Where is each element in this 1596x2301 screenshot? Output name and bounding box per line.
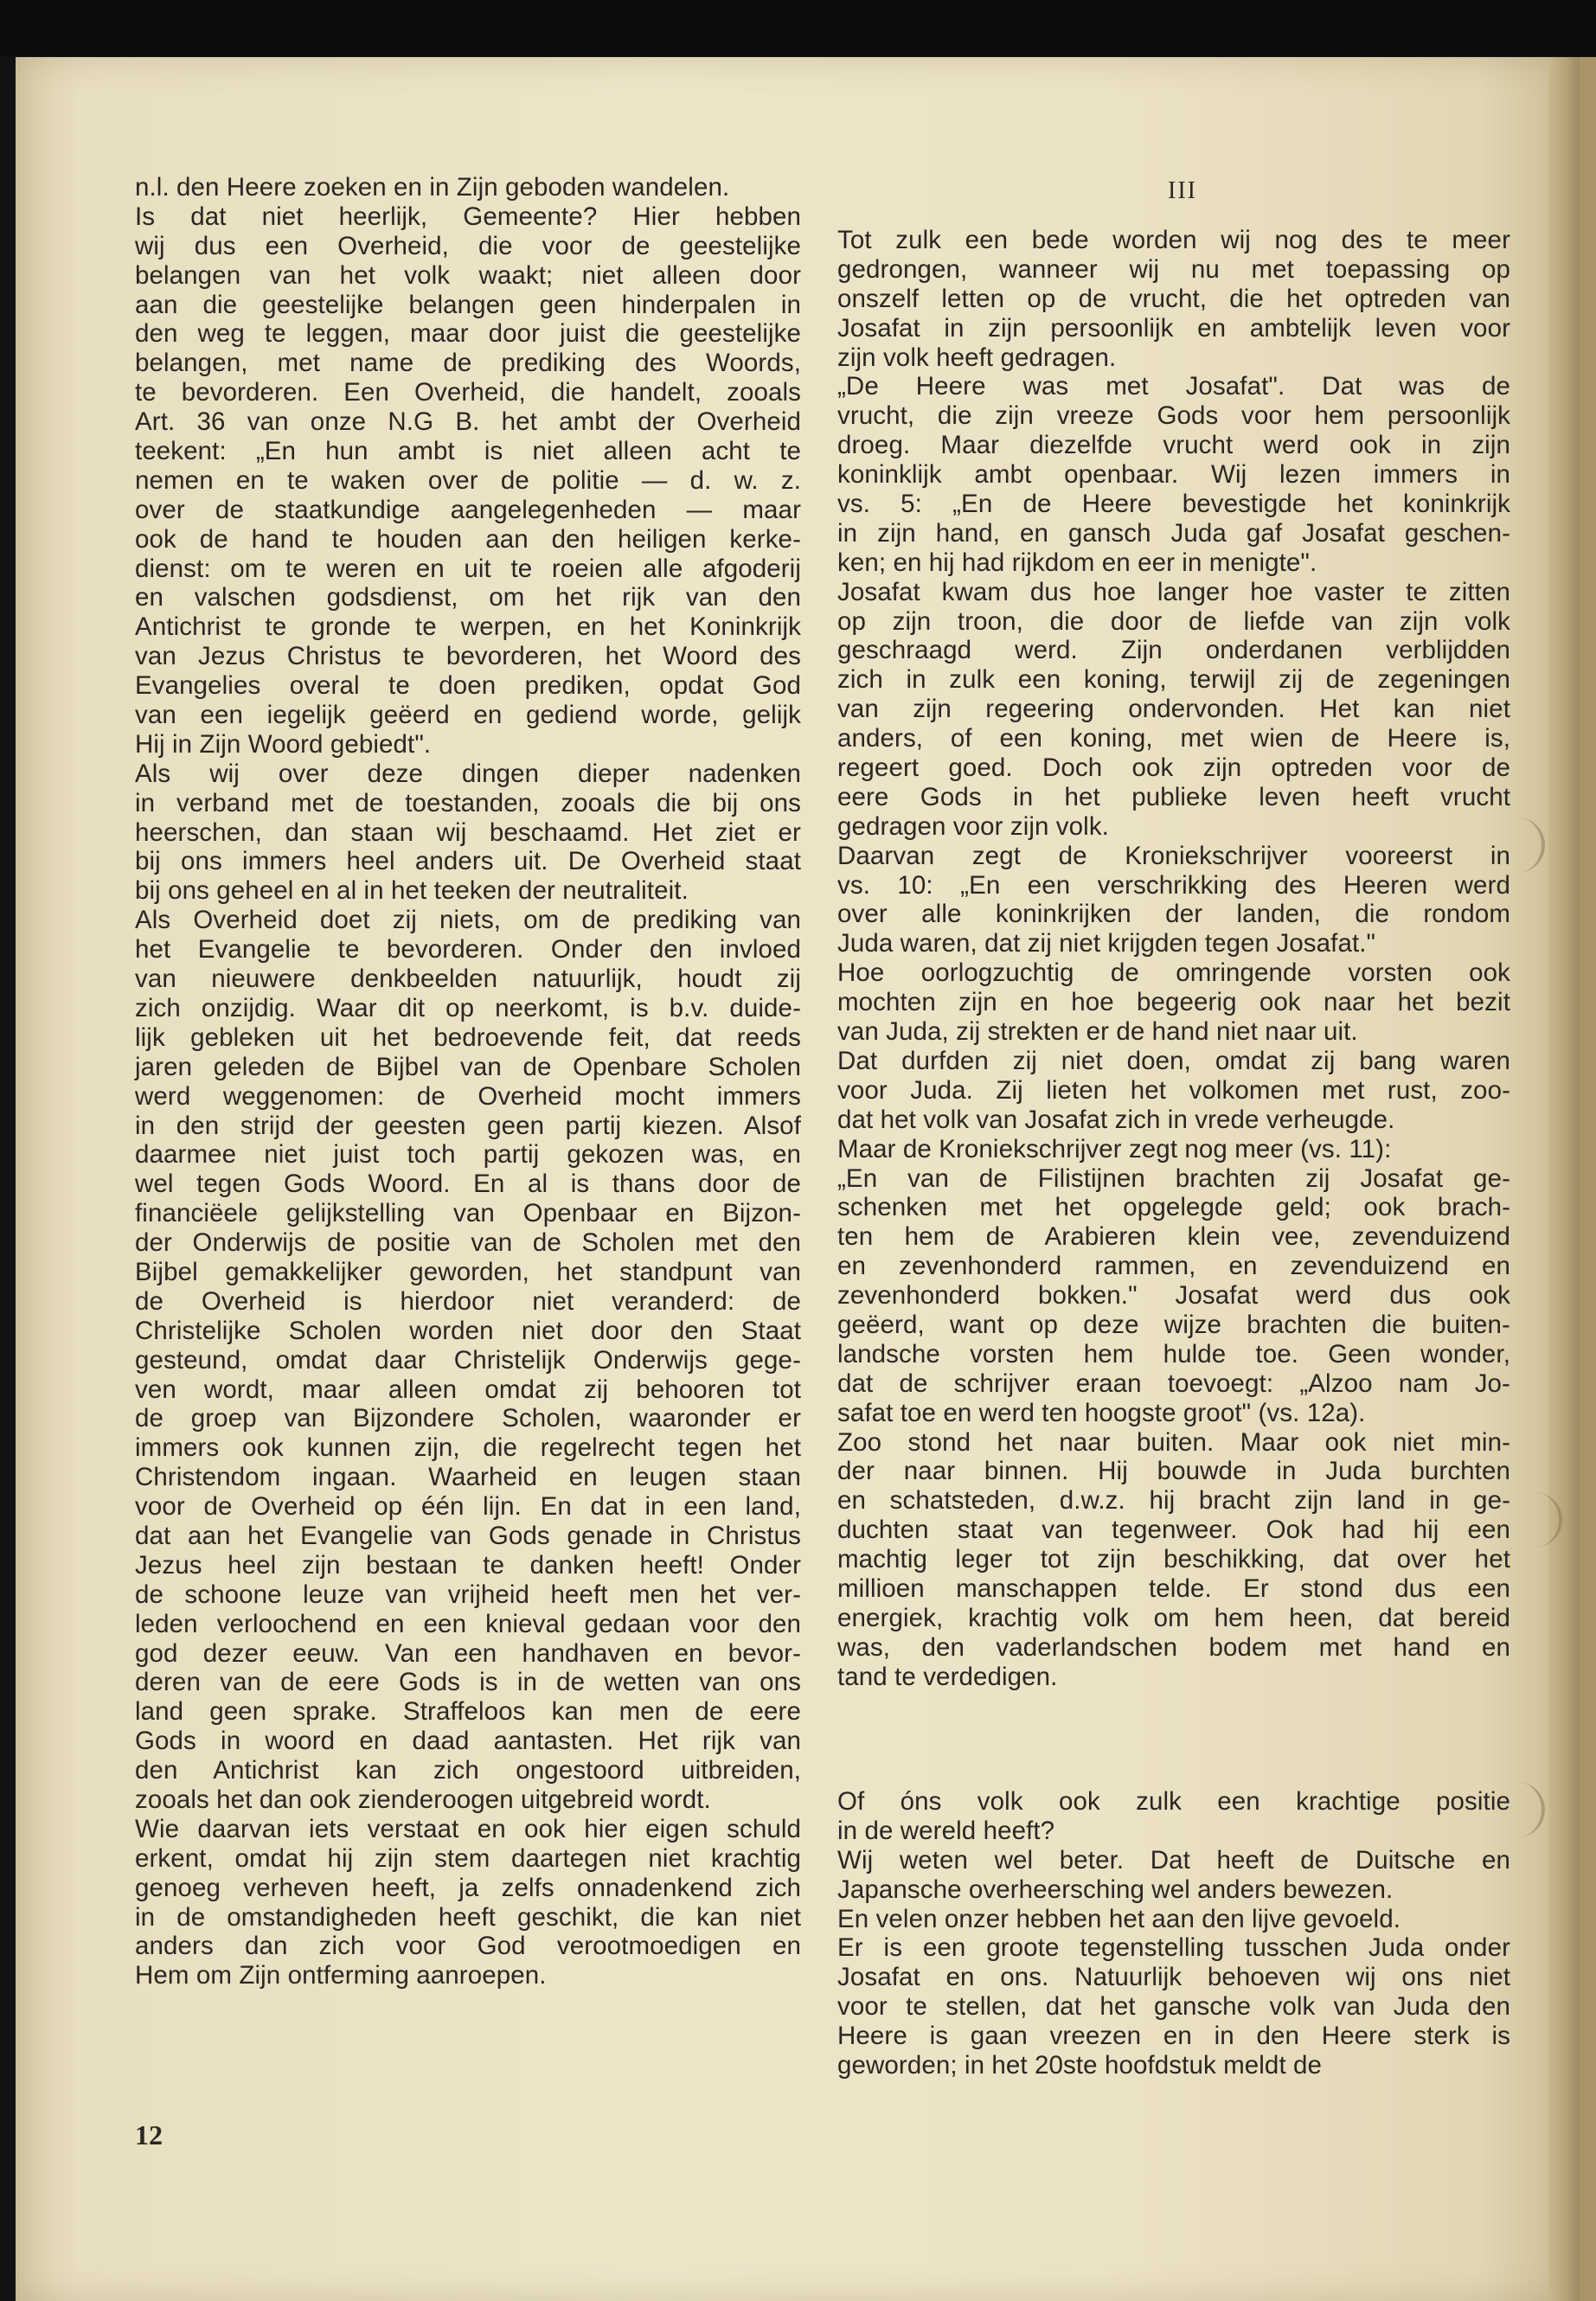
text-line: teekent: „En hun ambt is niet alleen acht te: [135, 437, 801, 466]
text-line: voor Juda. Zij lieten het volkomen met rust, zoo-: [837, 1075, 1510, 1105]
text-line: gesteund, omdat daar Christelijk Onderwijs gege-: [135, 1345, 801, 1375]
text-line: vs. 10: „En een verschrikking des Heeren werd: [837, 870, 1510, 900]
text-line: geëerd, want op deze wijze brachten die buiten-: [837, 1310, 1510, 1339]
text-line: heerschen, dan staan wij beschaamd. Het ziet er: [135, 817, 801, 847]
text-line: n.l. den Heere zoeken en in Zijn geboden wandelen.: [135, 173, 730, 202]
text-line: zich onzijdig. Waar dit op neerkomt, is b.v. duide-: [135, 993, 801, 1022]
text-line: Dat durfden zij niet doen, omdat zij bang waren: [837, 1046, 1510, 1075]
text-line: belangen, met name de prediking des Woords,: [135, 349, 801, 378]
text-line: geworden; in het 20ste hoofdstuk meldt de: [837, 2051, 1323, 2080]
binding-strip: [1580, 57, 1596, 2301]
facing-page-edge: [1548, 57, 1580, 2301]
text-line: en valschen godsdienst, om het rijk van den: [135, 583, 801, 612]
text-line: werd weggenomen: de Overheid mocht immers: [135, 1081, 801, 1111]
text-line: Of óns volk ook zulk een krachtige positie: [837, 1787, 1510, 1816]
right-column-lower: [837, 1787, 1510, 2080]
text-line: zooals het dan ook zienderoogen uitgebreid wordt.: [135, 1785, 711, 1814]
text-line: En velen onzer hebben het aan den lijve gevoeld.: [837, 1904, 1401, 1933]
text-line: in de wereld heeft?: [837, 1816, 1055, 1845]
text-line: koninklijk ambt openbaar. Wij lezen immers in: [837, 460, 1510, 490]
text-line: Evangelies overal te doen prediken, opdat God: [135, 671, 801, 701]
text-line: Hij in Zijn Woord gebiedt".: [135, 729, 432, 759]
text-line: mochten zijn en hoe begeerig ook naar het bezit: [837, 988, 1510, 1017]
text-line: dat aan het Evangelie van Gods genade in Christus: [135, 1521, 801, 1550]
text-line: voor te stellen, dat het gansche volk van Juda den: [837, 1992, 1510, 2022]
text-line: op zijn troon, die door de liefde van zijn volk: [837, 606, 1510, 636]
text-line: dienst: om te weren en uit te roeien alle afgoderij: [135, 554, 801, 583]
text-line: nemen en te waken over de politie — d. w. z.: [135, 465, 801, 495]
page-number: 12: [135, 2119, 163, 2150]
text-line: Josafat en ons. Natuurlijk behoeven wij ons niet: [837, 1963, 1510, 1992]
left-column: [135, 173, 801, 1990]
text-line: bij ons geheel en al in het teeken der neutraliteit.: [135, 876, 689, 906]
text-line: ken; en hij had rijkdom en eer in menigte".: [837, 548, 1317, 577]
text-line: Als Overheid doet zij niets, om de prediking van: [135, 906, 801, 935]
text-line: was, den vaderlandschen bodem met hand en: [837, 1632, 1510, 1662]
text-line: der naar binnen. Hij bouwde in Juda burchten: [837, 1457, 1510, 1486]
text-line: te bevorderen. Een Overheid, die handelt, zooals: [135, 378, 801, 407]
text-line: Zoo stond het naar buiten. Maar ook niet min-: [837, 1427, 1510, 1457]
text-line: duchten staat van tegenweer. Ook had hij een: [837, 1516, 1510, 1545]
text-line: vs. 5: „En de Heere bevestigde het koninkrijk: [837, 490, 1510, 519]
text-line: Wij weten wel beter. Dat heeft de Duitsche en: [837, 1845, 1510, 1875]
text-line: landsche vorsten hem hulde toe. Geen wonder,: [837, 1339, 1510, 1368]
text-line: van Jezus Christus te bevorderen, het Woord des: [135, 642, 801, 671]
text-line: Hoe oorlogzuchtig de omringende vorsten ook: [837, 958, 1510, 988]
text-line: de Overheid is hierdoor niet veranderd: de: [135, 1286, 801, 1316]
right-column-upper: [837, 226, 1510, 1692]
text-line: dat de schrijver eraan toevoegt: „Alzoo nam Jo-: [837, 1368, 1510, 1398]
text-line: deren van de eere Gods is in de wetten van ons: [135, 1668, 801, 1697]
text-line: in den strijd der geesten geen partij kiezen. Alsof: [135, 1111, 801, 1140]
text-line: bij ons immers heel anders uit. De Overheid staat: [135, 847, 801, 876]
text-line: anders, of een koning, met wien de Heere is,: [837, 724, 1510, 753]
text-line: Daarvan zegt de Kroniekschrijver vooreerst in: [837, 841, 1510, 870]
text-line: belangen van het volk waakt; niet alleen door: [135, 260, 801, 290]
text-line: „En van de Filistijnen brachten zij Josafat ge-: [837, 1163, 1510, 1193]
text-line: van Juda, zij strekten er de hand niet naar uit.: [837, 1017, 1358, 1047]
text-line: in zijn hand, en gansch Juda gaf Josafat geschen-: [837, 518, 1510, 548]
text-line: Is dat niet heerlijk, Gemeente? Hier hebben: [135, 202, 801, 231]
text-line: daarmee niet juist toch partij gekozen was, en: [135, 1140, 801, 1170]
text-line: Josafat kwam dus hoe langer hoe vaster te zitten: [837, 577, 1510, 606]
text-line: zevenhonderd bokken." Josafat werd dus ook: [837, 1281, 1510, 1311]
text-line: machtig leger tot zijn beschikking, dat over het: [837, 1545, 1510, 1574]
text-line: lijk gebleken uit het bedroevende feit, dat reeds: [135, 1022, 801, 1052]
section-number: III: [1168, 177, 1197, 204]
text-line: Juda waren, dat zij niet krijgden tegen Josafat.": [837, 929, 1376, 958]
text-line: zich in zulk een koning, terwijl zij de zegeningen: [837, 665, 1510, 695]
text-line: de groep van Bijzondere Scholen, waaronder er: [135, 1404, 801, 1433]
text-line: voor de Overheid op één lijn. En dat in een land,: [135, 1492, 801, 1522]
text-line: in de omstandigheden heeft geschikt, die kan niet: [135, 1902, 801, 1932]
text-line: Als wij over deze dingen dieper nadenken: [135, 759, 801, 788]
text-line: het Evangelie te bevorderen. Onder den invloed: [135, 935, 801, 965]
text-line: genoeg verheven heeft, ja zelfs onnadenkend zich: [135, 1873, 801, 1902]
text-line: Maar de Kroniekschrijver zegt nog meer (vs. 11):: [837, 1134, 1392, 1163]
scan-top-border: [0, 0, 1596, 55]
text-line: zijn volk heeft gedragen.: [837, 343, 1117, 372]
text-line: gedragen voor zijn volk.: [837, 811, 1109, 841]
text-line: van nieuwere denkbeelden natuurlijk, houdt zij: [135, 965, 801, 994]
text-line: Heere is gaan vreezen en in den Heere sterk is: [837, 2022, 1510, 2051]
text-line: energiek, krachtig volk om hem heen, dat bereid: [837, 1603, 1510, 1632]
text-line: onszelf letten op de vrucht, die het optreden van: [837, 284, 1510, 313]
text-line: erkent, omdat hij zijn stem daartegen niet krachtig: [135, 1843, 801, 1873]
text-line: Christelijke Scholen worden niet door den Staat: [135, 1316, 801, 1345]
text-line: dat het volk van Josafat zich in vrede verheugde.: [837, 1105, 1395, 1134]
text-line: land geen sprake. Straffeloos kan men de eere: [135, 1697, 801, 1727]
text-line: geschraagd werd. Zijn onderdanen verblijdden: [837, 636, 1510, 665]
text-line: Gods in woord en daad aantasten. Het rijk van: [135, 1727, 801, 1756]
text-line: Tot zulk een bede worden wij nog des te meer: [837, 226, 1510, 254]
text-line: ten hem de Arabieren klein vee, zevenduizend: [837, 1222, 1510, 1252]
text-line: den weg te leggen, maar door juist die geestelijke: [135, 319, 801, 349]
text-line: millioen manschappen telde. Er stond dus een: [837, 1574, 1510, 1603]
text-line: Antichrist te gronde te werpen, en het Koninkrijk: [135, 612, 801, 642]
text-line: Bijbel gemakkelijker geworden, het standpunt van: [135, 1257, 801, 1286]
text-line: god dezer eeuw. Van een handhaven en bevor-: [135, 1638, 801, 1668]
text-line: over de staatkundige aangelegenheden — maar: [135, 495, 801, 524]
text-line: aan die geestelijke belangen geen hinderpalen in: [135, 290, 801, 319]
text-line: Japansche overheersching wel anders bewezen.: [837, 1875, 1394, 1904]
text-line: Josafat in zijn persoonlijk en ambtelijk leven voor: [837, 313, 1510, 343]
text-line: der Onderwijs de positie van de Scholen met den: [135, 1228, 801, 1258]
text-line: wel tegen Gods Woord. En al is thans door de: [135, 1170, 801, 1199]
text-line: Jezus heel zijn bestaan te danken heeft! Onder: [135, 1550, 801, 1580]
text-line: wij dus een Overheid, die voor de geestelijke: [135, 231, 801, 260]
text-line: de schoone leuze van vrijheid heeft men het ver-: [135, 1580, 801, 1609]
text-line: ven wordt, maar alleen omdat zij behooren tot: [135, 1375, 801, 1404]
text-line: gedrongen, wanneer wij nu met toepassing op: [837, 254, 1510, 284]
text-line: van een iegelijk geëerd en gediend worde, gelijk: [135, 701, 801, 730]
text-line: ook de hand te houden aan den heiligen kerke-: [135, 524, 801, 554]
text-line: leden verloochend en een knieval gedaan voor den: [135, 1609, 801, 1638]
text-line: Hem om Zijn ontferming aanroepen.: [135, 1961, 547, 1990]
text-line: den Antichrist kan zich ongestoord uitbreiden,: [135, 1756, 801, 1785]
text-line: droeg. Maar diezelfde vrucht werd ook in zijn: [837, 431, 1510, 460]
text-line: vrucht, die zijn vreeze Gods voor hem persoonlijk: [837, 401, 1510, 431]
text-line: Christendom ingaan. Waarheid en leugen staan: [135, 1463, 801, 1492]
text-line: „De Heere was met Josafat". Dat was de: [837, 372, 1510, 401]
text-line: over alle koninkrijken der landen, die rondom: [837, 900, 1510, 929]
text-line: anders dan zich voor God verootmoedigen en: [135, 1932, 801, 1961]
text-line: immers ook kunnen zijn, die regelrecht tegen het: [135, 1433, 801, 1463]
text-line: in verband met de toestanden, zooals die bij ons: [135, 788, 801, 817]
text-line: Er is een groote tegenstelling tusschen Juda onder: [837, 1933, 1510, 1963]
text-line: schenken met het opgelegde geld; ook brach-: [837, 1193, 1510, 1222]
text-line: financiëele gelijkstelling van Openbaar en Bijzon-: [135, 1199, 801, 1228]
text-line: regeert goed. Doch ook zijn optreden voor de: [837, 753, 1510, 783]
text-line: en zevenhonderd rammen, en zevenduizend en: [837, 1252, 1510, 1281]
text-line: Art. 36 van onze N.G B. het ambt der Overheid: [135, 407, 801, 437]
text-line: van zijn regeering ondervonden. Het kan niet: [837, 695, 1510, 724]
text-line: jaren geleden de Bijbel van de Openbare Scholen: [135, 1052, 801, 1081]
text-line: Wie daarvan iets verstaat en ook hier eigen schuld: [135, 1814, 801, 1843]
text-line: tand te verdedigen.: [837, 1662, 1058, 1691]
text-line: safat toe en werd ten hoogste groot" (vs. 12a).: [837, 1398, 1366, 1427]
text-line: eere Gods in het publieke leven heeft vrucht: [837, 782, 1510, 811]
text-line: en schatsteden, d.w.z. hij bracht zijn land in ge-: [837, 1486, 1510, 1516]
